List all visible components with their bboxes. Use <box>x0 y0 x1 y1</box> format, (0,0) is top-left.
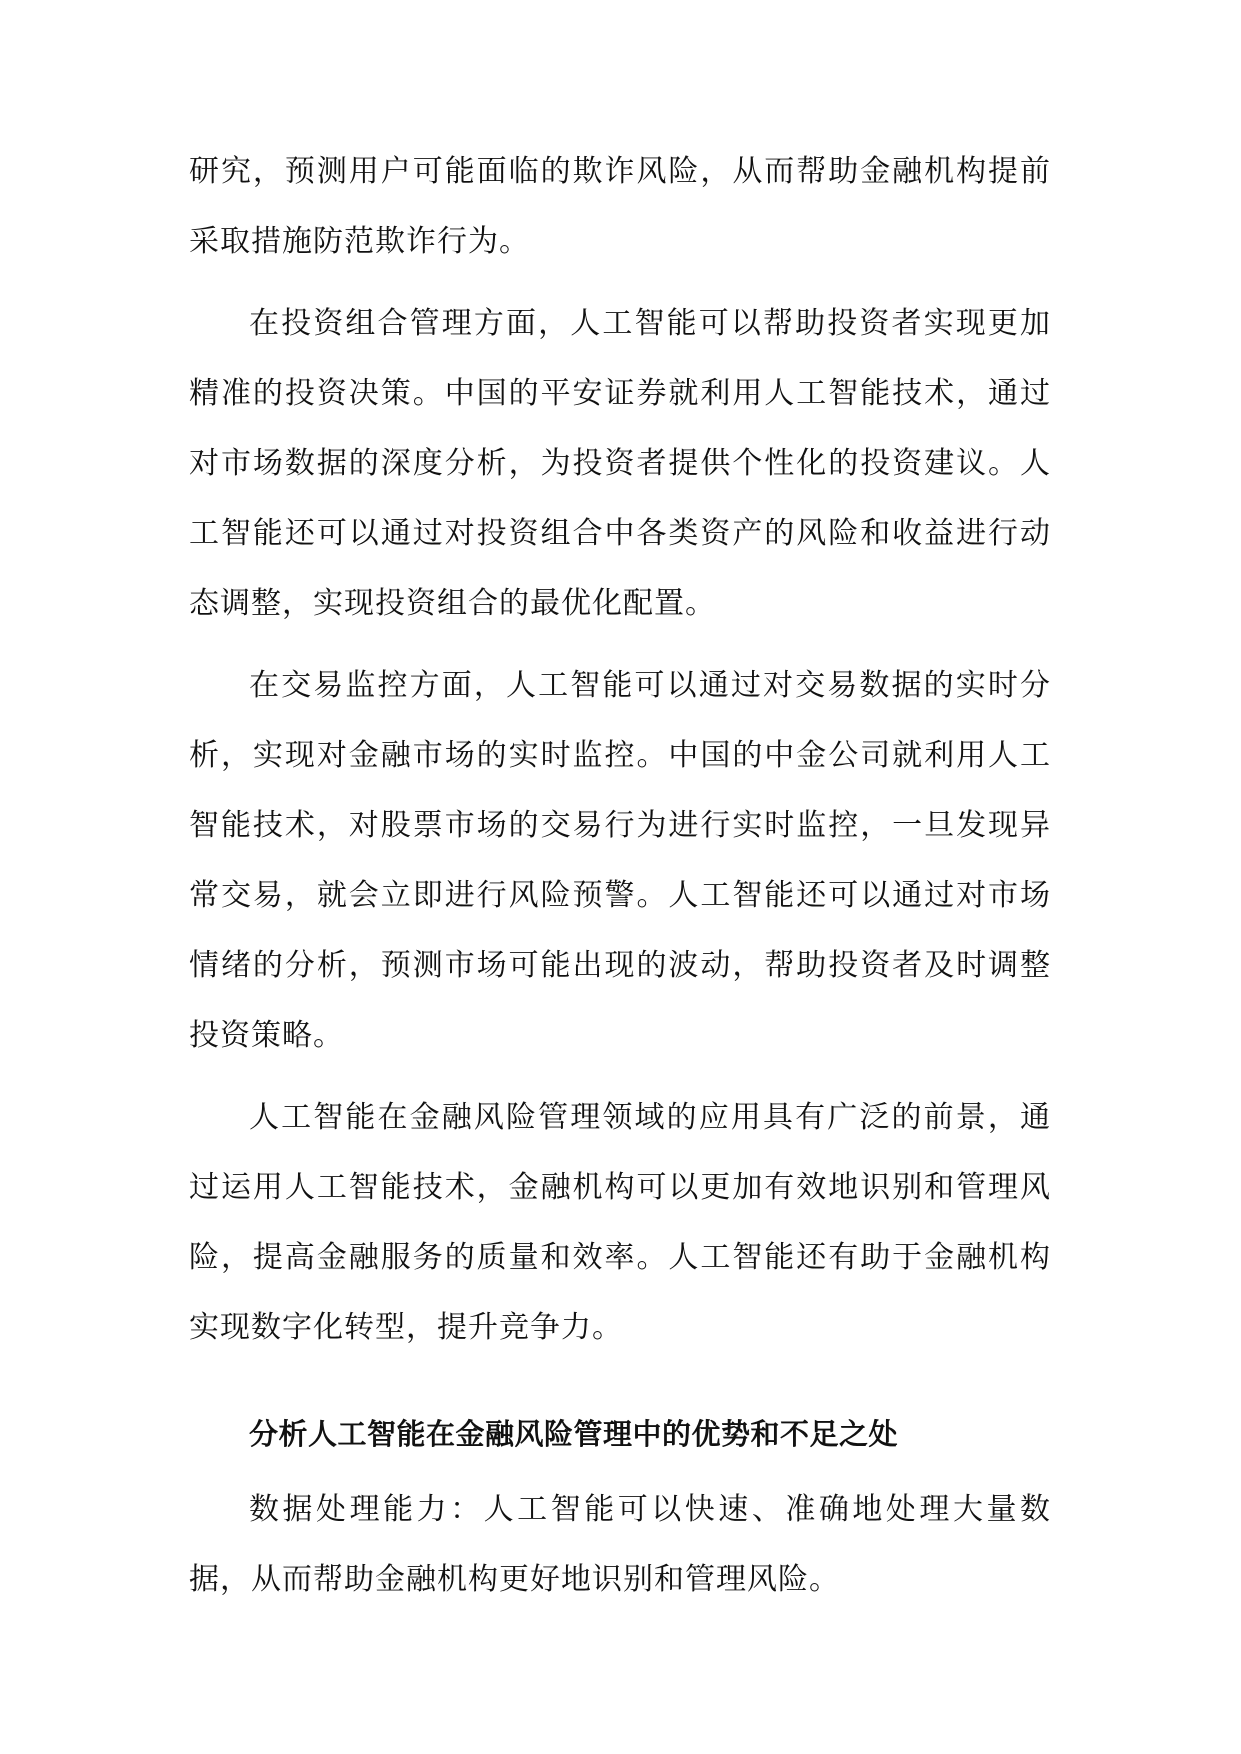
paragraph-ai-prospects: 人工智能在金融风险管理领域的应用具有广泛的前景，通过运用人工智能技术，金融机构可以更加有效地识别和管理风险，提高金融服务的质量和效率。人工智能还有助于金融机构实现数字化转型，提升竞争力。 <box>189 1100 1051 1345</box>
section-heading: 分析人工智能在金融风险管理中的优势和不足之处 <box>249 1417 899 1451</box>
paragraph-trade-monitoring: 在交易监控方面，人工智能可以通过对交易数据的实时分析，实现对金融市场的实时监控。中国的中金公司就利用人工智能技术，对股票市场的交易行为进行实时监控，一旦发现异常交易，就会立即进行风险预警。人工智能还可以通过对市场情绪的分析，预测市场可能出现的波动，帮助投资者及时调整投资策略。 <box>189 668 1051 1053</box>
document-body <box>189 137 1051 1627</box>
paragraph-data-processing: 数据处理能力：人工智能可以快速、准确地处理大量数据，从而帮助金融机构更好地识别和管理风险。 <box>189 1492 1051 1597</box>
paragraph-portfolio-management: 在投资组合管理方面，人工智能可以帮助投资者实现更加精准的投资决策。中国的平安证券就利用人工智能技术，通过对市场数据的深度分析，为投资者提供个性化的投资建议。人工智能还可以通过对投资组合中各类资产的风险和收益进行动态调整，实现投资组合的最优化配置。 <box>189 306 1051 621</box>
paragraph-continuation: 研究，预测用户可能面临的欺诈风险，从而帮助金融机构提前采取措施防范欺诈行为。 <box>189 154 1051 259</box>
